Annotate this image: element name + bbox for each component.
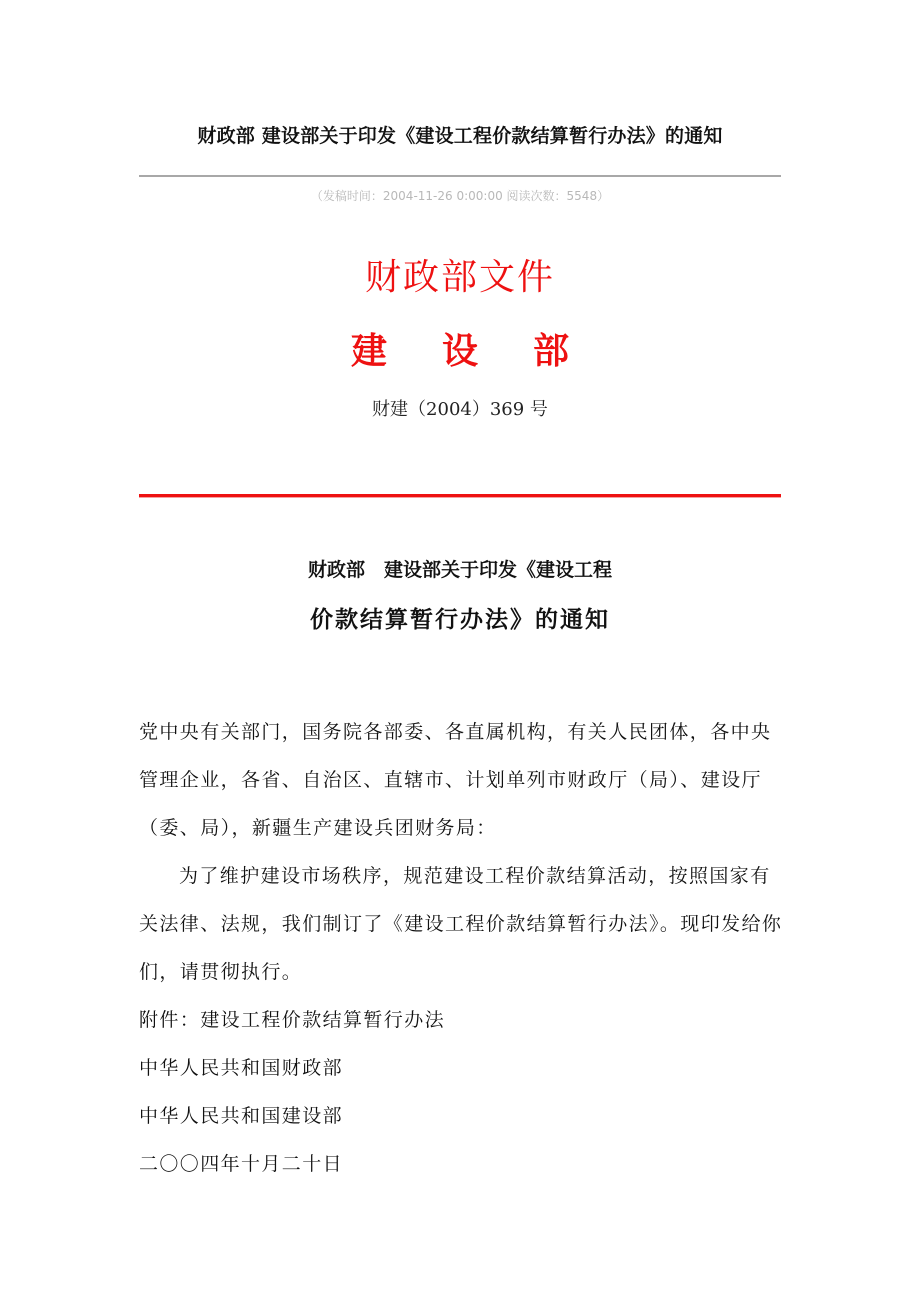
issue-date: 二〇〇四年十月二十日 <box>139 1153 344 1175</box>
header-divider <box>139 175 781 177</box>
document-number: 财建（2004）369 号 <box>372 399 548 420</box>
addressee-paragraph: 党中央有关部门，国务院各部委、各直属机构，有关人民团体，各中央管理企业，各省、自治区、直辖市、计划单列市财政厅（局）、建设厅（委、局），新疆生产建设兵团财务局： <box>139 721 772 839</box>
web-article-title: 财政部 建设部关于印发《建设工程价款结算暂行办法》的通知 <box>197 125 723 147</box>
attachment-line: 附件：建设工程价款结算暂行办法 <box>139 1009 446 1031</box>
letterhead-red-divider <box>139 494 781 497</box>
document-title-line-1: 财政部 建设部关于印发《建设工程 <box>307 559 612 581</box>
letterhead-ministry-of-finance: 财政部文件 <box>364 257 555 298</box>
letterhead-ministry-of-construction: 建设部 <box>350 330 624 372</box>
body-paragraph: 为了维护建设市场秩序，规范建设工程价款结算活动，按照国家有关法律、法规，我们制订了《建设工程价款结算暂行办法》。现印发给你们，请贯彻执行。 <box>139 865 783 983</box>
signatory-finance: 中华人民共和国财政部 <box>139 1057 344 1079</box>
document-title-line-2: 价款结算暂行办法》的通知 <box>310 606 610 633</box>
publish-meta: （发稿时间：2004-11-26 0:00:00 阅读次数：5548） <box>310 189 610 203</box>
signatory-construction: 中华人民共和国建设部 <box>139 1105 344 1127</box>
